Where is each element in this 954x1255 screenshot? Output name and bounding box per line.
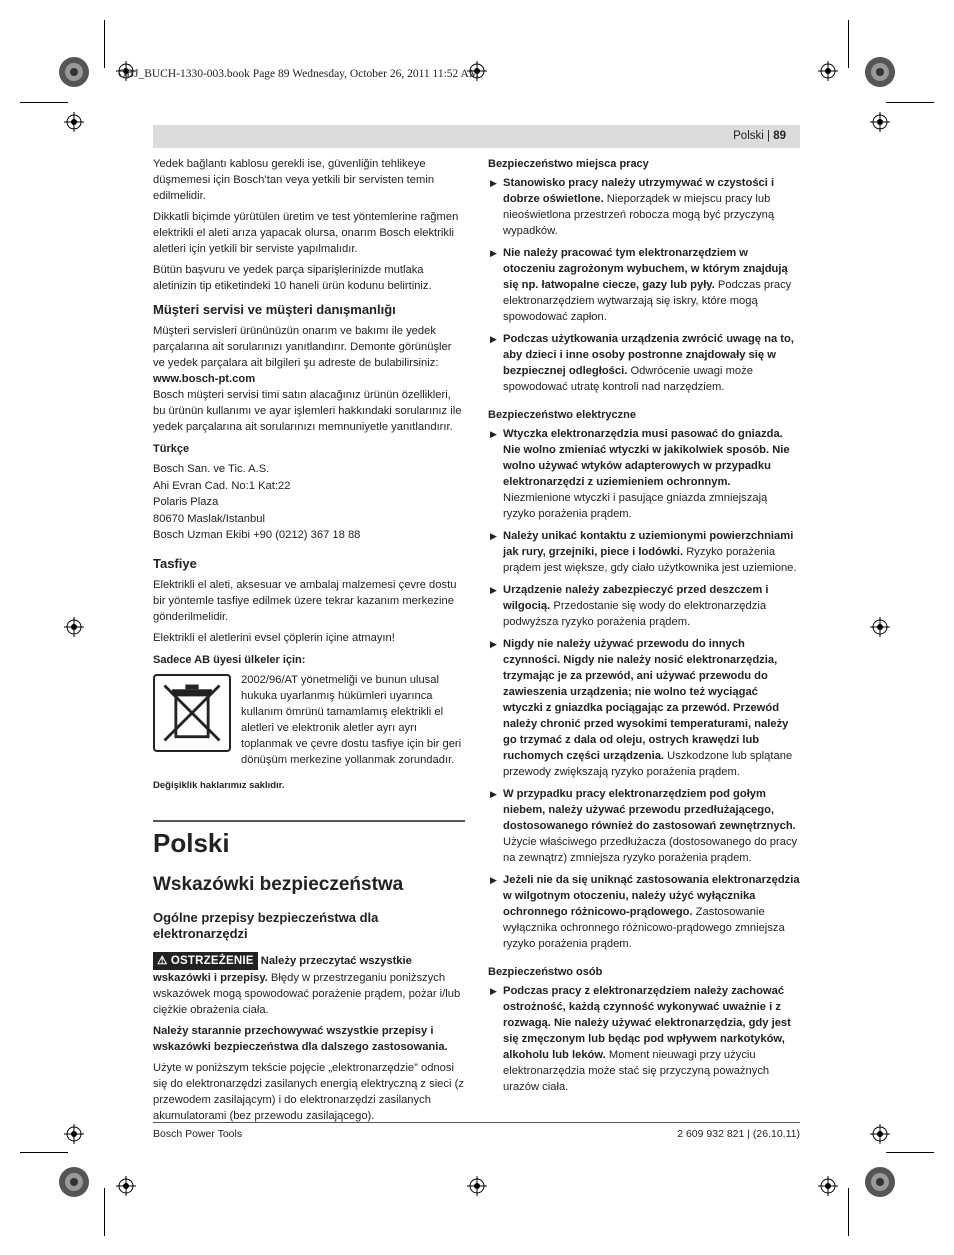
address-line: Bosch San. ve Tic. A.S. [153,463,270,475]
paragraph: Müşteri servisleri ürününüzün onarım ve bakımı ile yedek parçalarına ait sorularınızı yanıtlandırır. Demonte görünüşler ve yedek parçalara ait bilgileri şu adreste de bulabilirsiniz: [153,325,452,369]
crop-mark [886,102,934,103]
section-heading: Ogólne przepisy bezpieczeństwa dla elektronarzędzi [153,909,379,941]
bullet-bold: Urządzenie należy zabezpieczyć przed deszczem i wilgocią. [503,584,769,612]
bullet-item [488,175,800,239]
registration-mark-icon [818,61,838,81]
crop-mark [104,1188,105,1236]
paragraph: 2002/96/AT yönetmeliği ve bunun ulusal hukuka uyarlanmış hükümleri uyarınca kullanım ömrünü tamamlamış elektrikli el aletleri ve elektronik aletler ayrı ayrı toplanmak ve çevre dostu tasfiye için bir geri dönüşüm merkezine yollanmak zorundadır. [241,673,462,766]
divider [153,820,465,822]
crop-mark [20,1152,68,1153]
bullet-text: Niezmienione wtyczki i pasujące gniazda zmniejszają ryzyko porażenia prądem. [503,492,768,520]
bullet-bold: Jeżeli nie da się uniknąć zastosowania elektronarzędzia w wilgotnym otoczeniu, należy użyć wyłącznika ochronnego różnicowo-prądowego. [503,874,800,918]
bullet-arrow-icon: ▶ [490,531,497,541]
bullet-arrow-icon: ▶ [490,178,497,188]
bullet-text: Zastosowanie wyłącznika ochronnego różnicowo-prądowego zmniejsza ryzyko porażenia prądem. [503,906,785,950]
chapter-heading: Wskazówki bezpieczeństwa [153,873,404,895]
crop-mark [848,1188,849,1236]
paragraph: Bosch müşteri servisi timi satın alacağınız ürünün özellikleri, bu ürünün kullanımı ve ayar işlemleri hakkındaki sorularınız ile yedek parçalarına ait sorularınızı memnuniyetle yanıtlandırır. [153,389,462,433]
bullet-text: Podczas pracy elektronarzędziem wytwarzają się iskry, które mogą spowodować zapłon. [503,279,792,323]
bullet-arrow-icon: ▶ [490,429,497,439]
bullet-item [488,786,800,866]
right-column [488,156,800,1101]
bullet-bold: Należy unikać kontaktu z uziemionymi powierzchniami jak rury, grzejniki, piece i lodówki. [503,530,794,558]
bullet-text: Odwrócenie uwagi może spowodować utratę kontroli nad narzędziem. [503,365,753,393]
registration-mark-icon [64,1124,84,1144]
color-wheel-icon [864,56,896,88]
left-column [153,156,465,1129]
bullet-item [488,872,800,952]
separator: | [763,130,774,142]
bullet-text: Użycie właściwego przedłużacza (dostosowanego do pracy na zewnątrz) zmniejsza ryzyko porażenia prądem. [503,836,798,864]
address-line: 80670 Maslak/Istanbul [153,512,265,525]
bullet-arrow-icon: ▶ [490,986,497,996]
registration-mark-icon [64,617,84,637]
bullet-bold: W przypadku pracy elektronarzędziem pod gołym niebem, należy używać przewodu przedłużającego, dostosowanego również do zastosowań zewnętrznych. [503,788,796,832]
registration-mark-icon [64,112,84,132]
registration-mark-icon [467,1176,487,1196]
bullet-arrow-icon: ▶ [490,639,497,649]
bullet-arrow-icon: ▶ [490,789,497,799]
footer-brand: Bosch Power Tools [153,1128,243,1140]
section-name: Polski [733,130,764,142]
subsection-heading: Bezpieczeństwo miejsca pracy [488,158,649,170]
paragraph: Elektrikli el aleti, aksesuar ve ambalaj malzemesi çevre dostu bir yöntemle tasfiye edilmek üzere tekrar kazanım merkezine gönderilmelidir. [153,578,457,623]
crop-mark [20,102,68,103]
bullet-bold: Nie należy pracować tym elektronarzędziem w otoczeniu zagrożonym wybuchem, w którym znajdują się np. łatwopalne ciecze, gazy lub pyły. [503,247,788,291]
bullet-text: Ryzyko porażenia prądem jest większe, gdy ciało użytkownika jest uziemione. [503,546,797,574]
crop-mark [886,1152,934,1153]
bullet-bold: Podczas pracy z elektronarzędziem należy zachować ostrożność, każdą czynność wykonywać uważnie i z rozwagą. Nie należy używać elektronarzędzia, gdy jest się zmęczonym lub będąc pod wpływem narkotyków, alkoholu lub leków. [503,985,791,1061]
bullet-bold: Nigdy nie należy używać przewodu do innych czynności. Nigdy nie należy nosić elektronarzędzia, trzymając je za przewód, ani używać przewodu do zawieszenia urządzenia; nie wolno też wyciągać wtyczki z gniazdka pociągając za przewód. Przewód należy chronić przed wysokimi temperaturami, należy go trzymać z dala od oleju, ostrych krawędzi lub ruchomych części urządzenia. [503,638,789,762]
paragraph: Użyte w poniższym tekście pojęcie „elektronarzędzie” odnosi się do elektronarzędzi zasilanych energią elektryczną z sieci (z przewodem zasilającym) i do elektronarzędzi zasilanych akumulatorami (bez przewodu zasilającego). [153,1061,464,1122]
paragraph: Elektrikli el aletlerini evsel çöplerin içine atmayın! [153,631,395,644]
bullet-arrow-icon: ▶ [490,875,497,885]
bullet-item [488,245,800,325]
address-line: Ahi Evran Cad. No:1 Kat:22 [153,479,291,492]
bullet-text: Nieporządek w miejscu pracy lub nieoświetlona przestrzeń robocza mogą być przyczyną wypadków. [503,193,775,237]
bullet-arrow-icon: ▶ [490,248,497,258]
color-wheel-icon [58,56,90,88]
subheading: Sadece AB üyesi ülkeler için: [153,653,306,666]
section-heading: Müşteri servisi ve müşteri danışmanlığı [153,302,396,317]
color-wheel-icon [864,1166,896,1198]
bullet-arrow-icon: ▶ [490,334,497,344]
crop-mark [848,20,849,68]
color-wheel-icon [58,1166,90,1198]
bullet-item [488,582,800,630]
bullet-text: Moment nieuwagi przy użyciu elektronarzędzia może stać się przyczyną poważnych urazów ciała. [503,1049,770,1093]
crop-mark [104,20,105,68]
country-heading: Türkçe [153,443,190,455]
registration-mark-icon [870,617,890,637]
change-notice: Değişiklik haklarımız saklıdır. [153,779,285,791]
bullet-bold: Stanowisko pracy należy utrzymywać w czystości i dobrze oświetlone. [503,177,775,205]
bullet-item [488,528,800,576]
page-number: 89 [773,130,786,142]
address-line: Bosch Uzman Ekibi +90 (0212) 367 18 88 [153,529,361,541]
subsection-heading: Bezpieczeństwo osób [488,966,603,978]
warning-label: OSTRZEŻENIE [170,954,254,967]
bullet-bold: Podczas użytkowania urządzenia zwrócić uwagę na to, aby dzieci i inne osoby postronne znajdowały się w bezpiecznej odległości. [503,333,794,377]
crossed-bin-icon [153,674,231,752]
keep-notice: Należy starannie przechowywać wszystkie przepisy i wskazówki bezpieczeństwa dla dalszego zastosowania. [153,1024,448,1053]
warning-text: Błędy w przestrzeganiu poniższych wskazówek mogą spowodować porażenie prądem, pożar i/lub ciężkie obrażenia ciała. [153,971,461,1016]
bullet-text: Uszkodzone lub splątane przewody zwiększają ryzyko porażenia prądem. [503,750,793,778]
registration-mark-icon [870,112,890,132]
paragraph: Bütün başvuru ve yedek parça siparişlerinizde mutlaka aletinizin tip etiketindeki 10 haneli ürün kodunu belirtiniz. [153,264,432,292]
registration-mark-icon [870,1124,890,1144]
paragraph: Yedek bağlantı kablosu gerekli ise, güvenliğin tehlikeye düşmemesi için Bosch’tan veya yetkili bir servisten temin edilmelidir. [153,158,435,202]
warning-paragraph [153,952,465,1018]
page-label [733,130,786,142]
paragraph: Dikkatli biçimde yürütülen üretim ve test yöntemlerine rağmen elektrikli el aleti arıza yapacak olursa, onarım Bosch elektrikli aletleri için yetkili bir serviste yapılmalıdır. [153,211,459,255]
bullet-item [488,983,800,1095]
bullet-bold: Wtyczka elektronarzędzia musi pasować do gniazda. Nie wolno zmieniać wtyczki w jakikolwiek sposób. Nie wolno używać wtyków adapterowych w przypadku elektronarzędzi z uziemieniem ochronnym. [503,428,790,488]
registration-mark-icon [116,1176,136,1196]
bullet-item [488,331,800,395]
bullet-arrow-icon: ▶ [490,585,497,595]
website-link[interactable]: www.bosch-pt.com [153,373,256,385]
address-line: Polaris Plaza [153,496,219,508]
warning-badge: ⚠ OSTRZEŻENIE [153,952,258,970]
weee-block [153,672,465,768]
registration-mark-icon [818,1176,838,1196]
print-slug: OBJ_BUCH-1330-003.book Page 89 Wednesday, October 26, 2011 11:52 AM [118,68,480,80]
bullet-text: Przedostanie się wody do elektronarzędzia podwyższa ryzyko porażenia prądem. [503,600,767,628]
page-footer [153,1122,800,1140]
footer-doc-number: 2 609 932 821 | (26.10.11) [677,1128,800,1140]
bullet-item [488,426,800,522]
running-header [153,125,800,148]
bullet-item [488,636,800,780]
warning-bold: Należy przeczytać wszystkie wskazówki i przepisy. [153,954,412,984]
subsection-heading: Bezpieczeństwo elektryczne [488,409,636,421]
address-block [153,461,465,544]
section-heading: Tasfiye [153,555,197,571]
language-title: Polski [153,827,230,858]
